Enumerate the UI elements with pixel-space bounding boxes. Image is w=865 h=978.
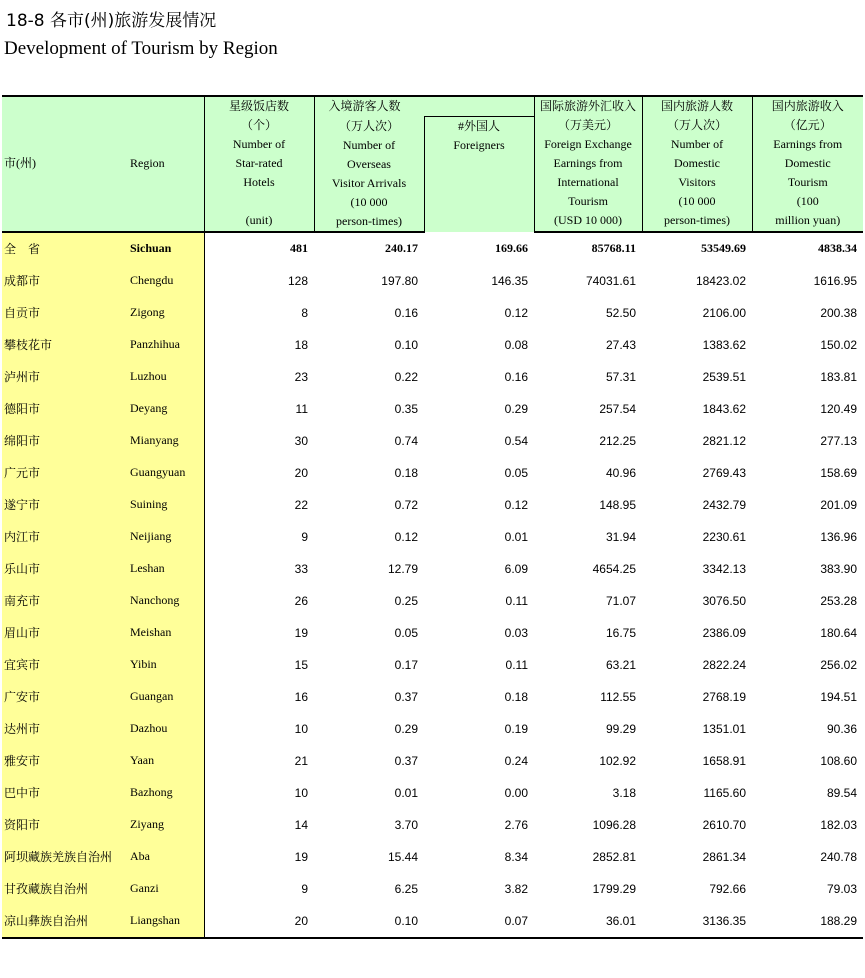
table-row bbox=[2, 489, 863, 521]
arrivals-cell: 0.10 bbox=[314, 905, 424, 938]
region-cn-cell: 内江市 bbox=[2, 521, 128, 553]
foreigners-cell: 2.76 bbox=[504, 817, 529, 832]
table-row-total bbox=[2, 232, 863, 265]
region-en-cell: Guangyuan bbox=[128, 457, 204, 489]
earnings-cell: 256.02 bbox=[820, 657, 858, 672]
region-cn-cell: 乐山市 bbox=[2, 553, 128, 585]
table-row bbox=[2, 809, 863, 841]
header-hotels: 星级饭店数 （个） Number of Star-rated Hotels (unit) bbox=[204, 96, 314, 232]
region-en-cell: Yibin bbox=[128, 649, 204, 681]
header-domestic: 国内旅游人数 （万人次） Number of Domestic Visitors (10 000 person-times) bbox=[642, 96, 752, 232]
domestic-cell: 2769.43 bbox=[702, 465, 747, 480]
foreigners-cell: 3.82 bbox=[504, 881, 529, 896]
table-row bbox=[2, 457, 863, 489]
hotels-cell: 26 bbox=[294, 593, 308, 608]
region-en-cell: Luzhou bbox=[128, 361, 204, 393]
hotels-cell: 33 bbox=[294, 561, 308, 576]
hotels-cell: 21 bbox=[294, 753, 308, 768]
foreigners-cell: 0.00 bbox=[504, 785, 529, 800]
earnings-cell: 108.60 bbox=[820, 753, 858, 768]
region-en-cell: Leshan bbox=[128, 553, 204, 585]
table-row bbox=[2, 553, 863, 585]
fx-cell: 4654.25 bbox=[592, 561, 637, 576]
header-region-cn: 市(州) bbox=[2, 96, 128, 232]
fx-cell: 3.18 bbox=[612, 785, 637, 800]
arrivals-cell: 0.37 bbox=[394, 753, 418, 768]
region-cn-cell: 遂宁市 bbox=[2, 489, 128, 521]
fx-cell: 1799.29 bbox=[592, 881, 637, 896]
fx-cell: 71.07 bbox=[605, 593, 637, 608]
domestic-cell: 2861.34 bbox=[702, 849, 747, 864]
table-row bbox=[2, 649, 863, 681]
domestic-cell: 3342.13 bbox=[702, 561, 747, 576]
hotels-cell: 14 bbox=[294, 817, 308, 832]
hotels-cell: 128 bbox=[287, 273, 308, 288]
region-cn-cell: 眉山市 bbox=[2, 617, 128, 649]
earnings-cell: 158.69 bbox=[820, 465, 858, 480]
region-en-cell: Guangan bbox=[128, 681, 204, 713]
arrivals-cell: 0.10 bbox=[394, 337, 418, 352]
table-row bbox=[2, 841, 863, 873]
earnings-cell: 136.96 bbox=[820, 529, 858, 544]
foreigners-cell: 0.24 bbox=[504, 753, 529, 768]
fx-cell: 16.75 bbox=[605, 625, 637, 640]
table-row bbox=[2, 297, 863, 329]
domestic-cell: 2230.61 bbox=[702, 529, 747, 544]
arrivals-cell: 0.16 bbox=[394, 305, 418, 320]
region-cn-cell: 泸州市 bbox=[2, 361, 128, 393]
arrivals-cell: 0.74 bbox=[394, 433, 418, 448]
header-arrivals-top: 入境游客人数 bbox=[314, 96, 534, 117]
fx-cell: 2852.81 bbox=[592, 849, 637, 864]
hotels-cell: 19 bbox=[294, 849, 308, 864]
arrivals-cell: 0.72 bbox=[394, 497, 418, 512]
header-region-en: Region bbox=[128, 96, 204, 232]
fx-cell: 52.50 bbox=[605, 305, 637, 320]
earnings-cell: 180.64 bbox=[820, 625, 858, 640]
earnings-cell: 383.90 bbox=[820, 561, 858, 576]
region-en-cell: Nanchong bbox=[128, 585, 204, 617]
domestic-cell: 2610.70 bbox=[702, 817, 747, 832]
foreigners-cell: 0.05 bbox=[504, 465, 529, 480]
hotels-cell: 481 bbox=[290, 241, 308, 255]
earnings-cell: 240.78 bbox=[820, 849, 858, 864]
region-cn-cell: 广安市 bbox=[2, 681, 128, 713]
region-en-cell: Ziyang bbox=[128, 809, 204, 841]
earnings-cell: 150.02 bbox=[820, 337, 858, 352]
table-title-en: Development of Tourism by Region bbox=[4, 38, 278, 59]
region-en-cell: Ganzi bbox=[128, 873, 204, 905]
region-en-cell: Meishan bbox=[128, 617, 204, 649]
earnings-cell: 183.81 bbox=[820, 369, 858, 384]
arrivals-cell: 0.01 bbox=[394, 785, 418, 800]
hotels-cell: 16 bbox=[294, 689, 308, 704]
region-cn-cell: 绵阳市 bbox=[2, 425, 128, 457]
arrivals-cell: 0.17 bbox=[394, 657, 418, 672]
region-cn-cell: 全 省 bbox=[2, 232, 128, 265]
table-row bbox=[2, 361, 863, 393]
region-en-cell: Neijiang bbox=[128, 521, 204, 553]
arrivals-cell: 6.25 bbox=[394, 881, 418, 896]
foreigners-cell: 0.01 bbox=[504, 529, 529, 544]
region-cn-cell: 宜宾市 bbox=[2, 649, 128, 681]
earnings-cell: 188.29 bbox=[752, 905, 863, 938]
arrivals-cell: 197.80 bbox=[381, 273, 418, 288]
arrivals-cell: 0.29 bbox=[394, 721, 418, 736]
region-en-cell: Chengdu bbox=[128, 265, 204, 297]
table-body bbox=[2, 232, 863, 938]
region-cn-cell: 巴中市 bbox=[2, 777, 128, 809]
earnings-cell: 1616.95 bbox=[813, 273, 858, 288]
fx-cell: 148.95 bbox=[599, 497, 637, 512]
region-cn-cell: 南充市 bbox=[2, 585, 128, 617]
domestic-cell: 792.66 bbox=[709, 881, 747, 896]
domestic-cell: 1658.91 bbox=[702, 753, 747, 768]
arrivals-cell: 0.05 bbox=[394, 625, 418, 640]
domestic-cell: 1383.62 bbox=[702, 337, 747, 352]
fx-cell: 31.94 bbox=[605, 529, 637, 544]
table-row bbox=[2, 521, 863, 553]
foreigners-cell: 146.35 bbox=[491, 273, 529, 288]
foreigners-cell: 0.11 bbox=[505, 593, 529, 608]
domestic-cell: 2106.00 bbox=[702, 305, 747, 320]
header-arrivals: （万人次） Number of Overseas Visitor Arrivals (10 000 person-times) bbox=[314, 117, 424, 232]
fx-cell: 1096.28 bbox=[592, 817, 637, 832]
earnings-cell: 182.03 bbox=[820, 817, 858, 832]
table-row bbox=[2, 617, 863, 649]
table-header bbox=[2, 96, 863, 232]
hotels-cell: 20 bbox=[294, 465, 308, 480]
hotels-cell: 15 bbox=[294, 657, 308, 672]
region-en-cell: Deyang bbox=[128, 393, 204, 425]
foreigners-cell: 0.29 bbox=[504, 401, 529, 416]
region-en-cell: Sichuan bbox=[128, 232, 204, 265]
arrivals-cell: 3.70 bbox=[394, 817, 418, 832]
fx-cell: 74031.61 bbox=[585, 273, 637, 288]
hotels-cell: 9 bbox=[301, 529, 308, 544]
domestic-cell: 1351.01 bbox=[702, 721, 747, 736]
earnings-cell: 253.28 bbox=[820, 593, 858, 608]
fx-cell: 112.55 bbox=[600, 689, 637, 704]
domestic-cell: 3136.35 bbox=[642, 905, 752, 938]
region-cn-cell: 成都市 bbox=[2, 265, 128, 297]
arrivals-cell: 0.22 bbox=[394, 369, 418, 384]
region-cn-cell: 达州市 bbox=[2, 713, 128, 745]
fx-cell: 36.01 bbox=[534, 905, 642, 938]
fx-cell: 40.96 bbox=[605, 465, 637, 480]
hotels-cell: 18 bbox=[294, 337, 308, 352]
region-en-cell: Aba bbox=[128, 841, 204, 873]
hotels-cell: 10 bbox=[294, 785, 308, 800]
fx-cell: 63.21 bbox=[605, 657, 637, 672]
region-en-cell: Zigong bbox=[128, 297, 204, 329]
foreigners-cell: 8.34 bbox=[504, 849, 529, 864]
fx-cell: 99.29 bbox=[605, 721, 637, 736]
tourism-table bbox=[2, 95, 863, 939]
earnings-cell: 4838.34 bbox=[818, 241, 858, 255]
hotels-cell: 11 bbox=[295, 401, 308, 416]
hotels-cell: 10 bbox=[294, 721, 308, 736]
foreigners-cell: 0.03 bbox=[504, 625, 529, 640]
table-row bbox=[2, 905, 863, 938]
region-cn-cell: 德阳市 bbox=[2, 393, 128, 425]
header-fx: 国际旅游外汇收入 （万美元） Foreign Exchange Earnings from International Tourism (USD 10 000) bbox=[534, 96, 642, 232]
foreigners-cell: 0.07 bbox=[424, 905, 534, 938]
hotels-cell: 20 bbox=[204, 905, 314, 938]
foreigners-cell: 0.54 bbox=[504, 433, 529, 448]
region-en-cell: Liangshan bbox=[128, 905, 204, 938]
header-foreigners: #外国人 Foreigners bbox=[424, 117, 534, 232]
foreigners-cell: 0.12 bbox=[504, 497, 529, 512]
arrivals-cell: 0.35 bbox=[394, 401, 418, 416]
table-row bbox=[2, 777, 863, 809]
fx-cell: 27.43 bbox=[605, 337, 637, 352]
domestic-cell: 2386.09 bbox=[702, 625, 747, 640]
foreigners-cell: 0.08 bbox=[504, 337, 529, 352]
region-en-cell: Bazhong bbox=[128, 777, 204, 809]
table-title-cn: 18-8 各市(州)旅游发展情况 bbox=[6, 11, 217, 31]
foreigners-cell: 169.66 bbox=[495, 240, 529, 255]
domestic-cell: 1165.60 bbox=[703, 785, 747, 800]
arrivals-cell: 0.12 bbox=[394, 529, 418, 544]
domestic-cell: 18423.02 bbox=[695, 273, 747, 288]
domestic-cell: 53549.69 bbox=[701, 241, 747, 255]
hotels-cell: 19 bbox=[294, 625, 308, 640]
fx-cell: 212.25 bbox=[599, 433, 637, 448]
region-cn-cell: 广元市 bbox=[2, 457, 128, 489]
arrivals-cell: 240.17 bbox=[385, 241, 418, 255]
table-row bbox=[2, 745, 863, 777]
hotels-cell: 23 bbox=[294, 369, 308, 384]
table-row bbox=[2, 585, 863, 617]
earnings-cell: 89.54 bbox=[826, 785, 858, 800]
fx-cell: 257.54 bbox=[599, 401, 637, 416]
region-en-cell: Yaan bbox=[128, 745, 204, 777]
earnings-cell: 90.36 bbox=[826, 721, 858, 736]
foreigners-cell: 0.12 bbox=[504, 305, 529, 320]
table-row bbox=[2, 265, 863, 297]
foreigners-cell: 0.19 bbox=[504, 721, 529, 736]
hotels-cell: 8 bbox=[301, 305, 308, 320]
earnings-cell: 200.38 bbox=[820, 305, 858, 320]
domestic-cell: 3076.50 bbox=[702, 593, 747, 608]
arrivals-cell: 12.79 bbox=[387, 561, 418, 576]
domestic-cell: 1843.62 bbox=[702, 401, 747, 416]
earnings-cell: 79.03 bbox=[826, 881, 858, 896]
arrivals-cell: 0.25 bbox=[394, 593, 418, 608]
foreigners-cell: 0.16 bbox=[504, 369, 529, 384]
foreigners-cell: 0.11 bbox=[505, 657, 529, 672]
earnings-cell: 194.51 bbox=[820, 689, 858, 704]
region-cn-cell: 甘孜藏族自治州 bbox=[2, 873, 128, 905]
header-earnings: 国内旅游收入 （亿元） Earnings from Domestic Tourism (100 million yuan) bbox=[752, 96, 863, 232]
arrivals-cell: 0.18 bbox=[394, 465, 418, 480]
table-row bbox=[2, 425, 863, 457]
domestic-cell: 2432.79 bbox=[702, 497, 747, 512]
region-en-cell: Dazhou bbox=[128, 713, 204, 745]
region-cn-cell: 阿坝藏族羌族自治州 bbox=[2, 841, 128, 873]
hotels-cell: 9 bbox=[301, 881, 308, 896]
region-en-cell: Suining bbox=[128, 489, 204, 521]
domestic-cell: 2821.12 bbox=[702, 433, 747, 448]
hotels-cell: 30 bbox=[294, 433, 308, 448]
arrivals-cell: 15.44 bbox=[387, 849, 418, 864]
table-row bbox=[2, 393, 863, 425]
foreigners-cell: 6.09 bbox=[504, 561, 529, 576]
region-cn-cell: 自贡市 bbox=[2, 297, 128, 329]
table-row bbox=[2, 713, 863, 745]
earnings-cell: 201.09 bbox=[820, 497, 858, 512]
table-row bbox=[2, 681, 863, 713]
domestic-cell: 2768.19 bbox=[702, 689, 747, 704]
region-cn-cell: 资阳市 bbox=[2, 809, 128, 841]
table-row bbox=[2, 329, 863, 361]
fx-cell: 102.92 bbox=[599, 753, 637, 768]
foreigners-cell: 0.18 bbox=[504, 689, 529, 704]
earnings-cell: 120.49 bbox=[820, 401, 858, 416]
hotels-cell: 22 bbox=[294, 497, 308, 512]
fx-cell: 85768.11 bbox=[591, 241, 637, 255]
region-cn-cell: 凉山彝族自治州 bbox=[2, 905, 128, 938]
domestic-cell: 2822.24 bbox=[702, 657, 747, 672]
arrivals-cell: 0.37 bbox=[394, 689, 418, 704]
region-cn-cell: 攀枝花市 bbox=[2, 329, 128, 361]
domestic-cell: 2539.51 bbox=[702, 369, 747, 384]
region-en-cell: Mianyang bbox=[128, 425, 204, 457]
fx-cell: 57.31 bbox=[605, 369, 637, 384]
table-row bbox=[2, 873, 863, 905]
earnings-cell: 277.13 bbox=[820, 433, 858, 448]
region-cn-cell: 雅安市 bbox=[2, 745, 128, 777]
region-en-cell: Panzhihua bbox=[128, 329, 204, 361]
